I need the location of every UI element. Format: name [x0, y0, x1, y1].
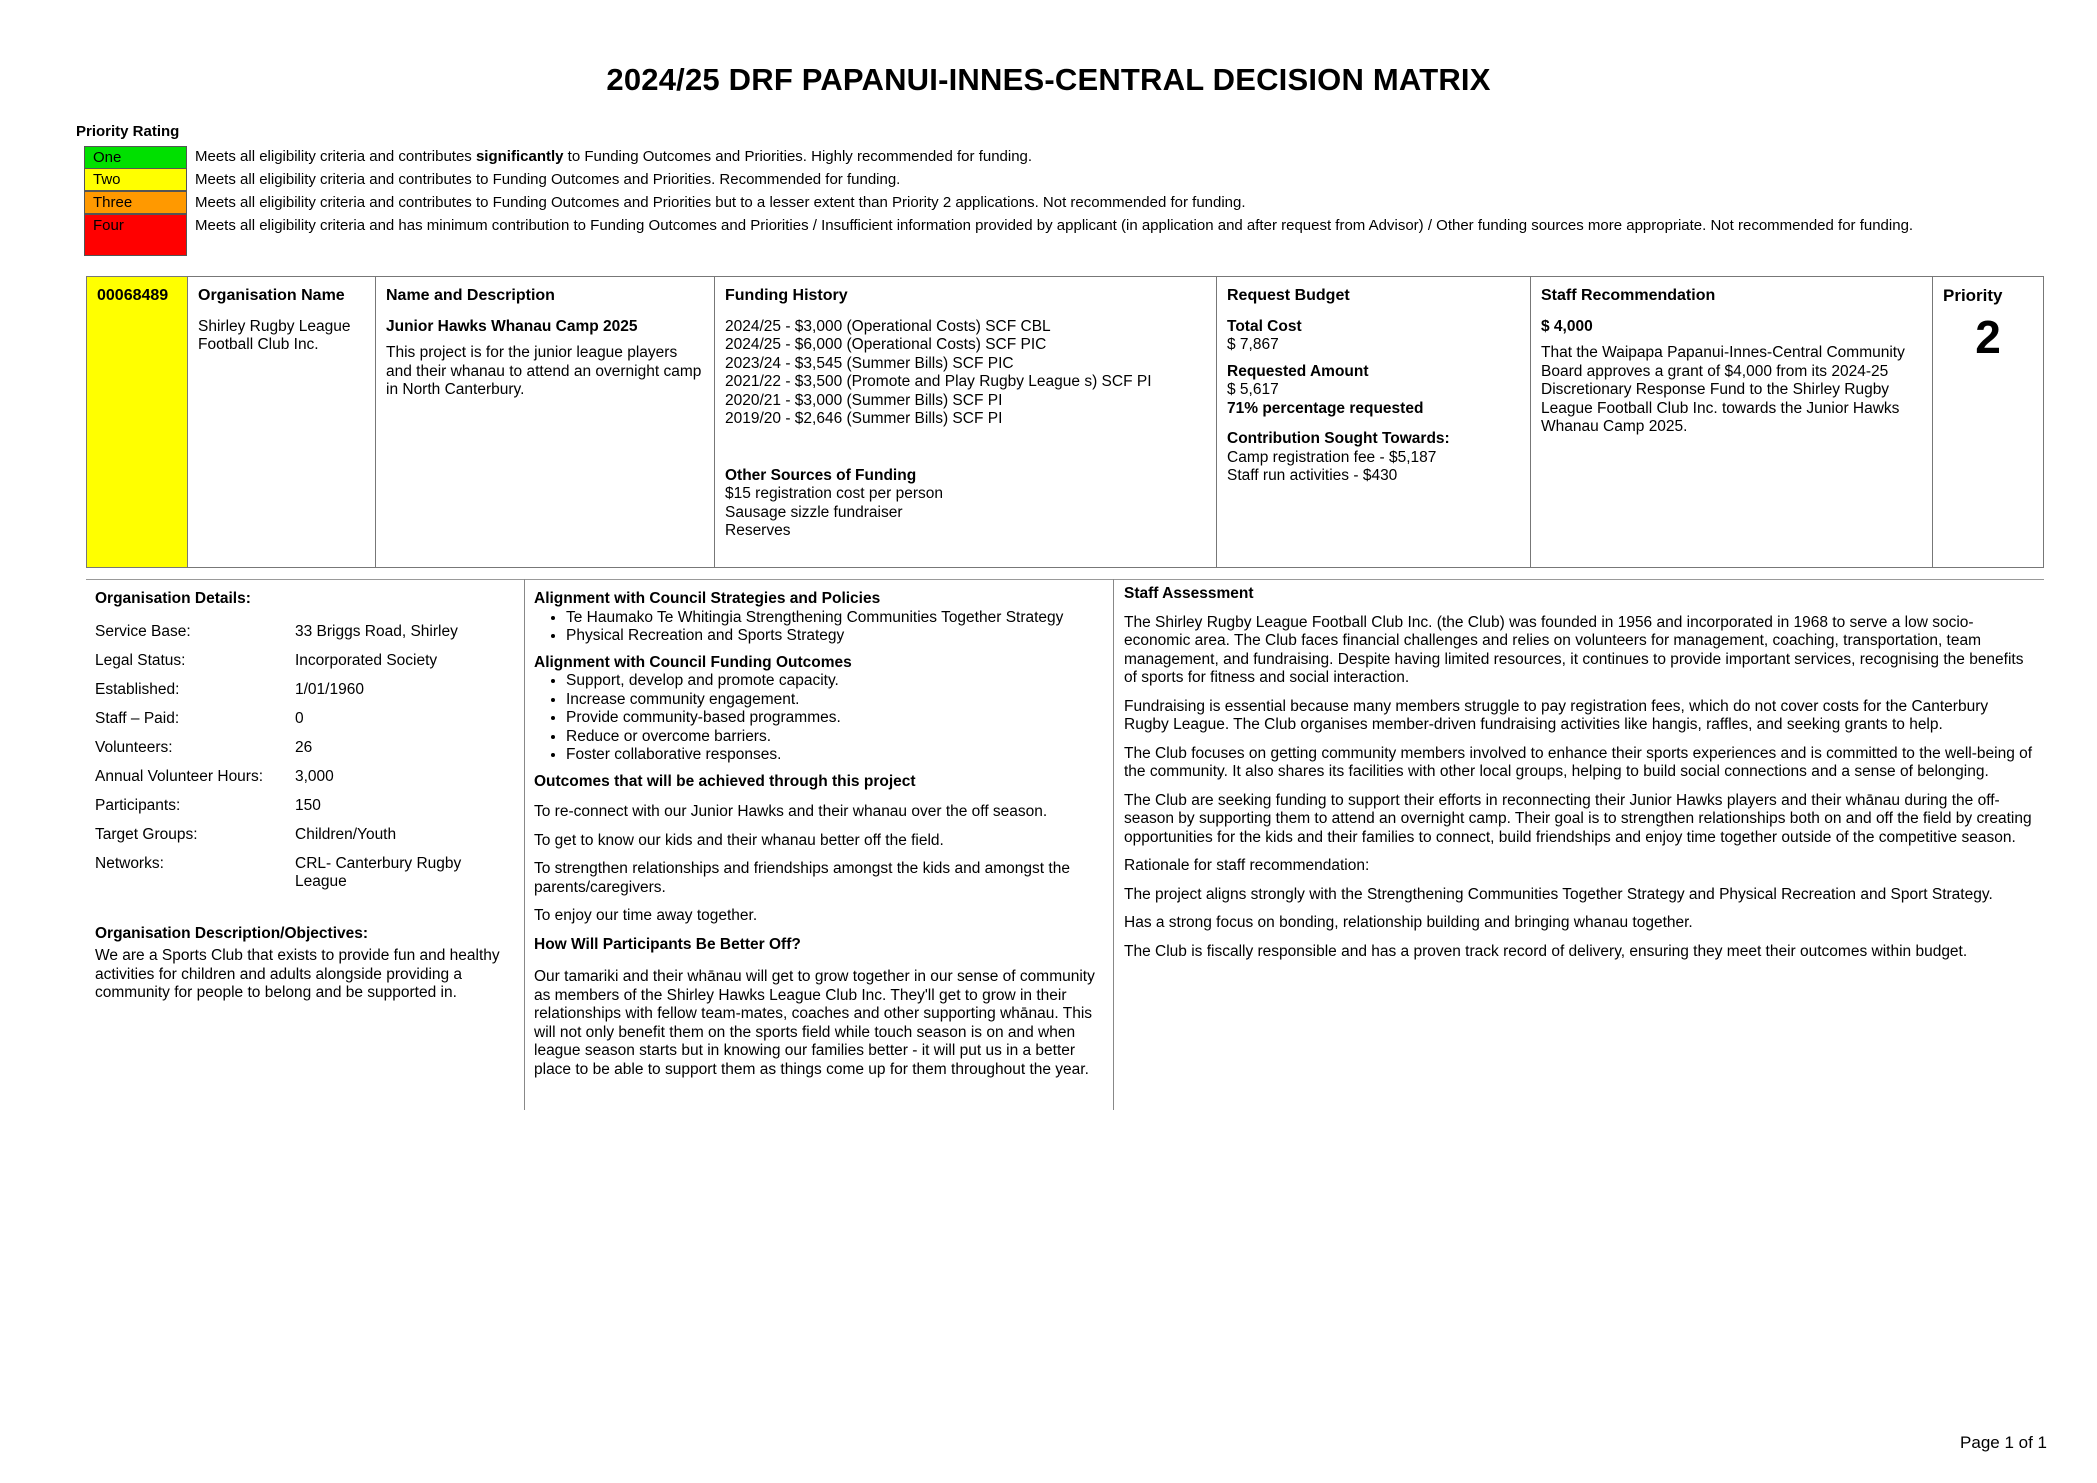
funding-history-item: 2024/25 - $6,000 (Operational Costs) SCF PIC: [725, 336, 1047, 353]
page-number: Page 1 of 1: [1960, 1433, 2047, 1452]
requested-amount-label: Requested Amount: [1227, 362, 1369, 380]
detail-row: Annual Volunteer Hours: 3,000: [95, 767, 334, 785]
funding-history-cell: [715, 277, 1217, 567]
legend-row-four: [84, 214, 2014, 256]
legend-swatch-four: Four: [84, 214, 187, 256]
organisation-name: Shirley Rugby League Football Club Inc.: [198, 317, 351, 353]
assessment-paragraph: The Club are seeking funding to support their efforts in reconnecting their Junior Hawks players and their whānau during the off-season by supporting them to attend an overnight camp. Their goal is to strengthen relationships both on and off the field by creating opportunities for the kids and their families to connect, build friendships and enjoy time together outside of the competitive season.: [1124, 791, 2032, 846]
legend-swatch-two: Two: [84, 168, 187, 191]
percentage-requested: 71% percentage requested: [1227, 399, 1424, 417]
column-divider: [1113, 579, 1114, 1110]
assessment-paragraph: Has a strong focus on bonding, relationship building and bringing whanau together.: [1124, 914, 1693, 931]
name-description-header: Name and Description: [386, 287, 555, 304]
name-description-cell: [376, 277, 715, 567]
legend-text-two: Meets all eligibility criteria and contributes to Funding Outcomes and Priorities. Recommended for funding.: [195, 171, 901, 188]
list-item: • Foster collaborative responses.: [566, 746, 1099, 765]
total-cost-label: Total Cost: [1227, 317, 1302, 335]
priority-value: 2: [1975, 310, 2001, 363]
assessment-paragraph: The project aligns strongly with the Strengthening Communities Together Strategy and Physical Recreation and Sport Strategy.: [1124, 885, 1993, 903]
application-id-cell: [87, 277, 188, 567]
detail-row: Legal Status: Incorporated Society: [95, 651, 438, 669]
funding-history-header: Funding History: [725, 287, 848, 304]
better-off-header: How Will Participants Be Better Off?: [534, 935, 801, 953]
detail-row: Volunteers: 26: [95, 738, 313, 756]
organisation-name-header: Organisation Name: [198, 287, 345, 304]
legend-row-two: [84, 168, 2014, 191]
strategies-header: Alignment with Council Strategies and Policies: [534, 590, 881, 607]
outcomes-header: Alignment with Council Funding Outcomes: [534, 653, 852, 671]
other-source-item: Sausage sizzle fundraiser: [725, 503, 903, 521]
contribution-label: Contribution Sought Towards:: [1227, 430, 1450, 447]
assessment-paragraph: Rationale for staff recommendation:: [1124, 857, 1370, 874]
assessment-paragraph: The Club is fiscally responsible and has a proven track record of delivery, ensuring they meet their outcomes within budget.: [1124, 942, 1968, 960]
detail-row: Established: 1/01/1960: [95, 680, 364, 698]
list-item: • Increase community engagement.: [566, 691, 1099, 710]
legend-swatch-three: Three: [84, 191, 187, 214]
organisation-description-header: Organisation Description/Objectives:: [95, 924, 369, 942]
legend-text-three: Meets all eligibility criteria and contributes to Funding Outcomes and Priorities but to a lesser extent than Priority 2 applications. Not recommended for funding.: [195, 194, 1246, 211]
assessment-paragraph: The Shirley Rugby League Football Club Inc. (the Club) was founded in 1956 and incorporated in 1968 to serve a low socio-economic area. The Club faces financial challenges and relies on volunteers for management, coaching, transportation, team management, and fundraising. Despite having limited resources, it continues to provide important services, recognising the benefits of sports for fitness and social interaction.: [1124, 613, 2024, 686]
project-description: This project is for the junior league players and their whanau to attend an overnight camp in North Canterbury.: [386, 344, 702, 398]
project-outcome: To enjoy our time away together.: [534, 907, 758, 924]
project-outcome: To re-connect with our Junior Hawks and their whanau over the off season.: [534, 803, 1048, 820]
request-budget-cell: [1217, 277, 1531, 567]
other-source-item: $15 registration cost per person: [725, 485, 943, 502]
column-divider: [524, 579, 525, 1110]
detail-row: Participants: 150: [95, 796, 321, 814]
staff-assessment: [1124, 585, 2034, 971]
funding-history-item: 2023/24 - $3,545 (Summer Bills) SCF PIC: [725, 354, 1014, 372]
other-sources-header: Other Sources of Funding: [725, 466, 917, 484]
detail-row: Staff – Paid: 0: [95, 709, 304, 727]
assessment-paragraph: Fundraising is essential because many members struggle to pay registration fees, which do not cover costs for the Canterbury Rugby League. The Club organises member-driven fundraising activities like hangis, raffles, and seeking grants to help.: [1124, 697, 1989, 733]
legend-row-one: [84, 145, 2014, 168]
alignment-section: [534, 590, 1099, 1079]
list-item: • Te Haumako Te Whitingia Strengthening Communities Together Strategy: [566, 609, 1099, 628]
detail-row: Networks: CRL- Canterbury Rugby League: [95, 854, 462, 890]
funding-history-item: 2021/22 - $3,500 (Promote and Play Rugby League s) SCF PI: [725, 373, 1152, 390]
project-outcomes-header: Outcomes that will be achieved through this project: [534, 772, 916, 790]
total-cost-value: $ 7,867: [1227, 336, 1279, 353]
organisation-description: We are a Sports Club that exists to provide fun and healthy activities for children and adults alongside providing a community for people to belong and be supported in.: [95, 947, 500, 1001]
staff-recommendation-cell: [1531, 277, 1933, 567]
staff-assessment-header: Staff Assessment: [1124, 585, 1254, 602]
contribution-item: Camp registration fee - $5,187: [1227, 448, 1437, 466]
contribution-item: Staff run activities - $430: [1227, 467, 1398, 484]
strategies-list: [534, 609, 1099, 646]
legend-text-four: Meets all eligibility criteria and has minimum contribution to Funding Outcomes and Priorities / Insufficient information provided by applicant (in application and after request from Advisor) / Other funding sources more appropriate. Not recommended for funding.: [195, 217, 1914, 234]
detail-row: Target Groups: Children/Youth: [95, 825, 397, 843]
outcomes-list: [534, 672, 1099, 765]
project-name: Junior Hawks Whanau Camp 2025: [386, 317, 638, 335]
section-divider: [86, 579, 2044, 580]
priority-rating-label: Priority Rating: [76, 123, 180, 140]
requested-amount-value: $ 5,617: [1227, 381, 1279, 398]
project-outcome: To strengthen relationships and friendships amongst the kids and amongst the parents/caregivers.: [534, 860, 1070, 896]
list-item: • Support, develop and promote capacity.: [566, 672, 1099, 691]
application-id: 00068489: [97, 287, 169, 304]
organisation-name-cell: [188, 277, 376, 567]
priority-header: Priority: [1943, 286, 2003, 305]
decision-matrix: [86, 276, 2044, 568]
funding-history-item: 2019/20 - $2,646 (Summer Bills) SCF PI: [725, 410, 1003, 427]
staff-recommendation-header: Staff Recommendation: [1541, 287, 1716, 304]
assessment-paragraph: The Club focuses on getting community members involved to enhance their sports experiences and is committed to the well-being of the community. It also shares its facilities with other local groups, helping to build social connections and a sense of belonging.: [1124, 744, 2033, 780]
funding-history-item: 2024/25 - $3,000 (Operational Costs) SCF CBL: [725, 317, 1051, 335]
funding-history-item: 2020/21 - $3,000 (Summer Bills) SCF PI: [725, 391, 1003, 409]
request-budget-header: Request Budget: [1227, 287, 1350, 304]
other-source-item: Reserves: [725, 522, 791, 539]
organisation-details: [95, 590, 515, 1003]
organisation-details-header: Organisation Details:: [95, 590, 251, 607]
staff-recommendation-amount: $ 4,000: [1541, 317, 1593, 335]
list-item: • Physical Recreation and Sports Strategy: [566, 627, 1099, 646]
legend-swatch-one: One: [84, 146, 187, 169]
detail-row: Service Base: 33 Briggs Road, Shirley: [95, 622, 458, 640]
list-item: • Provide community-based programmes.: [566, 709, 1099, 728]
project-outcome: To get to know our kids and their whanau better off the field.: [534, 831, 944, 849]
staff-recommendation-text: That the Waipapa Papanui-Innes-Central Community Board approves a grant of $4,000 from its 2024-25 Discretionary Response Fund to the Shirley Rugby League Football Club Inc. towards the Junior Hawks Whanau Camp 2025.: [1541, 344, 1905, 435]
list-item: • Reduce or overcome barriers.: [566, 728, 1099, 747]
better-off-text: Our tamariki and their whānau will get to grow together in our sense of community as members of the Shirley Hawks League Club Inc. They'll get to grow in their relationships with fellow team-mates, coaches and other supporting whānau. This will not only benefit them on the sports field while touch season is on and when league season starts but in knowing our families better - it will put us in a better place to be able to support them as things come up for them throughout the year.: [534, 968, 1095, 1078]
page-title: 2024/25 DRF PAPANUI-INNES-CENTRAL DECISION MATRIX: [606, 62, 1491, 97]
legend-text-one: Meets all eligibility criteria and contributes significantly to Funding Outcomes and Priorities. Highly recommended for funding.: [195, 148, 1033, 165]
legend-row-three: [84, 191, 2014, 214]
priority-cell: [1933, 277, 2043, 567]
